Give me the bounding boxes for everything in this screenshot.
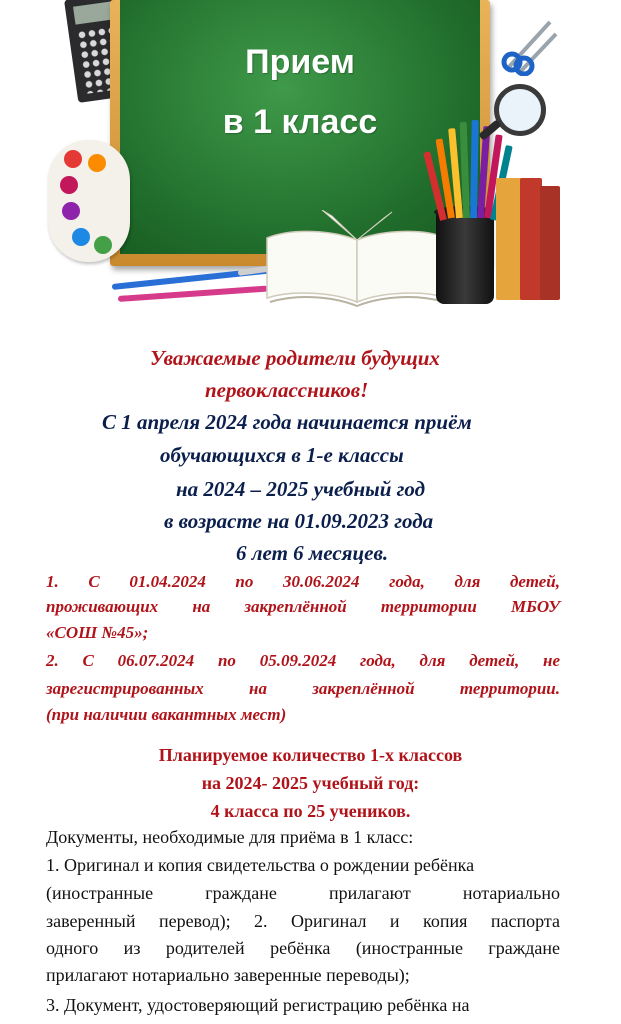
period1-line3: «СОШ №45»; [46,623,149,642]
documents-line4: одного из родителей ребёнка (иностранные граждане [46,938,560,958]
paint-palette-icon [48,140,130,262]
classes-line1: Планируемое количество 1-х классов [158,745,463,765]
period2-line3: (при наличии вакантных мест) [46,705,287,724]
documents-line1: 1. Оригинал и копия свидетельства о рождении ребёнка [46,855,475,875]
open-book-icon [262,210,452,308]
documents-line6: 3. Документ, удостоверяющий регистрацию ребёнка на [46,995,470,1015]
period1-line1: 1. С 01.04.2024 по 30.06.2024 года, для детей, [46,572,560,591]
scissors-icon [500,16,560,76]
period2-line2: зарегистрированных на закреплённой территории. [46,679,560,698]
classes-line3: 4 класса по 25 учеников. [210,801,411,821]
announcement-line5: 6 лет 6 месяцев. [236,541,389,565]
period1-line2: проживающих на закреплённой территории МБОУ [46,597,560,616]
magnifier-icon [494,84,546,136]
pencil-cup-icon [436,212,494,304]
greeting-line2: первоклассников! [205,378,369,402]
documents-heading: Документы, необходимые для приёма в 1 класс: [46,827,414,847]
announcement-line3: на 2024 – 2025 учебный год [176,477,426,501]
documents-line3: заверенный перевод); 2. Оригинал и копия паспорта [46,911,560,931]
header-illustration [0,0,621,320]
announcement-line4: в возрасте на 01.09.2023 года [164,509,434,533]
announcement-line2: обучающихся в 1-е классы [160,443,404,467]
documents-line5: прилагают нотариально заверенные переводы); [46,965,410,985]
greeting-line1: Уважаемые родители будущих [150,346,440,370]
classes-line2: на 2024- 2025 учебный год: [201,773,420,793]
board-title-line2: в 1 класс [222,103,378,141]
board-title-line1: Прием [245,43,355,81]
documents-line2: (иностранные граждане прилагают нотариально [46,883,560,903]
period2-line1: 2. С 06.07.2024 по 05.09.2024 года, для детей, не [46,651,560,670]
announcement-line1: С 1 апреля 2024 года начинается приём [102,410,472,434]
